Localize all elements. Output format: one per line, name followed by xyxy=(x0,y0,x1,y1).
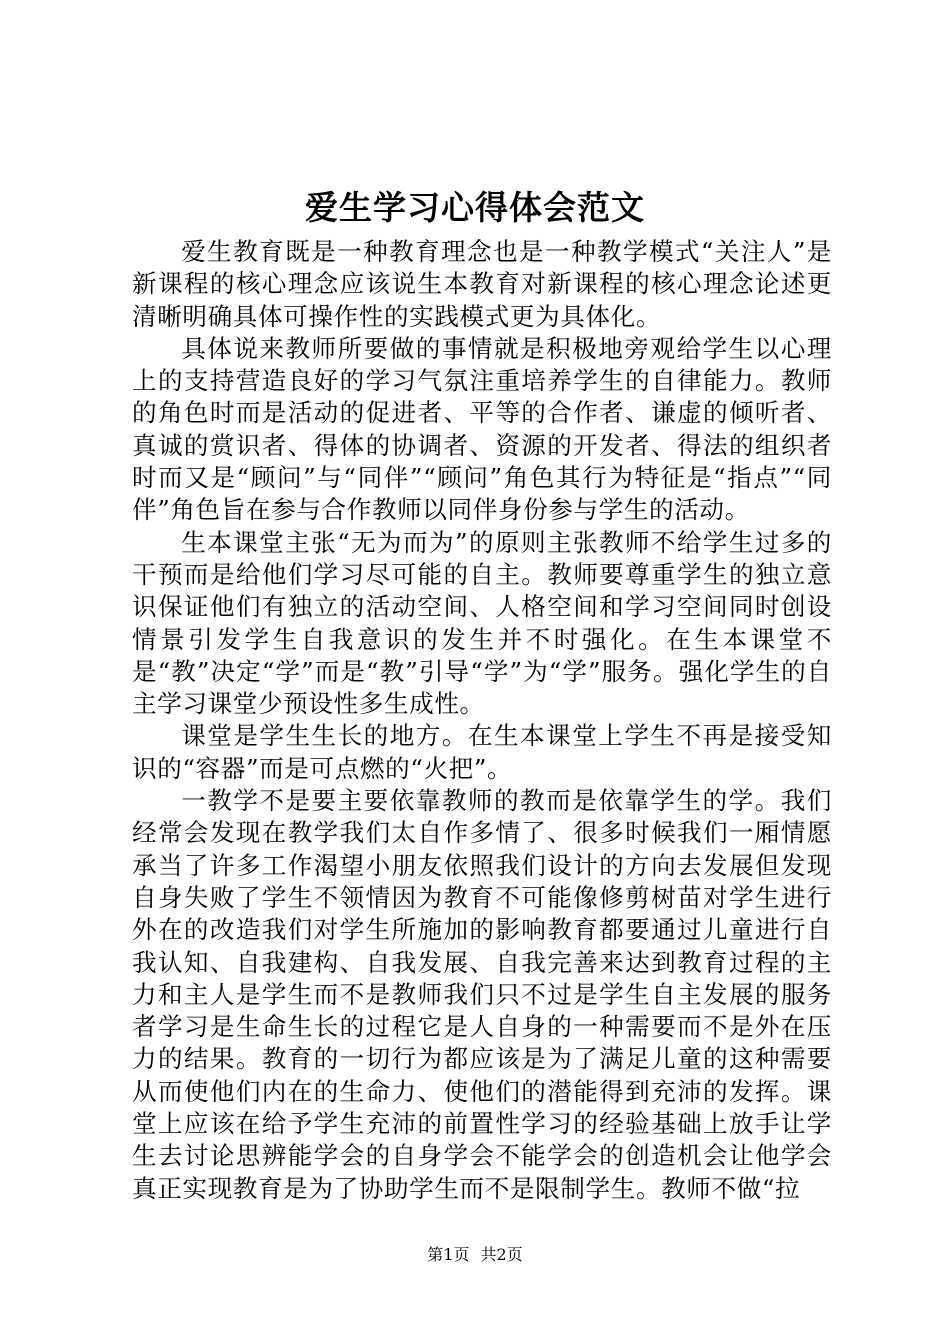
document-body xyxy=(132,236,832,1205)
paragraph: 课堂是学生生长的地方。在生本课堂上学生不再是接受知识的“容器”而是可点燃的“火把”。 xyxy=(132,721,832,783)
paragraph: 爱生教育既是一种教育理念也是一种教学模式“关注人”是新课程的核心理念应该说生本教育对新课程的核心理念论述更清晰明确具体可操作性的实践模式更为具体化。 xyxy=(132,237,832,331)
paragraph: 具体说来教师所要做的事情就是积极地旁观给学生以心理上的支持营造良好的学习气氛注重培养学生的自律能力。教师的角色时而是活动的促进者、平等的合作者、谦虚的倾听者、真诚的赏识者、得体的协调者、资源的开发者、得法的组织者时而又是“顾问”与“同伴”“顾问”角色其行为特征是“指点”“同伴”角色旨在参与合作教师以同伴身份参与学生的活动。 xyxy=(132,333,832,525)
page-number: 第1页 xyxy=(427,1245,470,1264)
paragraph: 一教学不是要主要依靠教师的教而是依靠学生的学。我们经常会发现在教学我们太自作多情了、很多时候我们一厢情愿承当了许多工作渴望小朋友依照我们设计的方向去发展但发现自身失败了学生不领情因为教育不可能像修剪树苗对学生进行外在的改造我们对学生所施加的影响教育都要通过儿童进行自我认知、自我建构、自我发展、自我完善来达到教育过程的主力和主人是学生而不是教师我们只不过是学生自主发展的服务者学习是生命生长的过程它是人自身的一种需要而不是外在压力的结果。教育的一切行为都应该是为了满足儿童的这种需要从而使他们内在的生命力、使他们的潜能得到充沛的发挥。课堂上应该在给予学生充沛的前置性学习的经验基础上放手让学生去讨论思辨能学会的自身学会不能学会的创造机会让他学会真正实现教育是为了协助学生而不是限制学生。教师不做“拉 xyxy=(132,786,832,1203)
page-total: 共2页 xyxy=(480,1245,523,1264)
document-title: 爱生学习心得体会范文 xyxy=(305,188,645,227)
paragraph: 生本课堂主张“无为而为”的原则主张教师不给学生过多的干预而是给他们学习尽可能的自主。教师要尊重学生的独立意识保证他们有独立的活动空间、人格空间和学习空间同时创设情景引发学生自我意识的发生并不时强化。在生本课堂不是“教”决定“学”而是“教”引导“学”为“学”服务。强化学生的自主学习课堂少预设性多生成性。 xyxy=(132,527,832,719)
page-footer xyxy=(0,1245,950,1265)
